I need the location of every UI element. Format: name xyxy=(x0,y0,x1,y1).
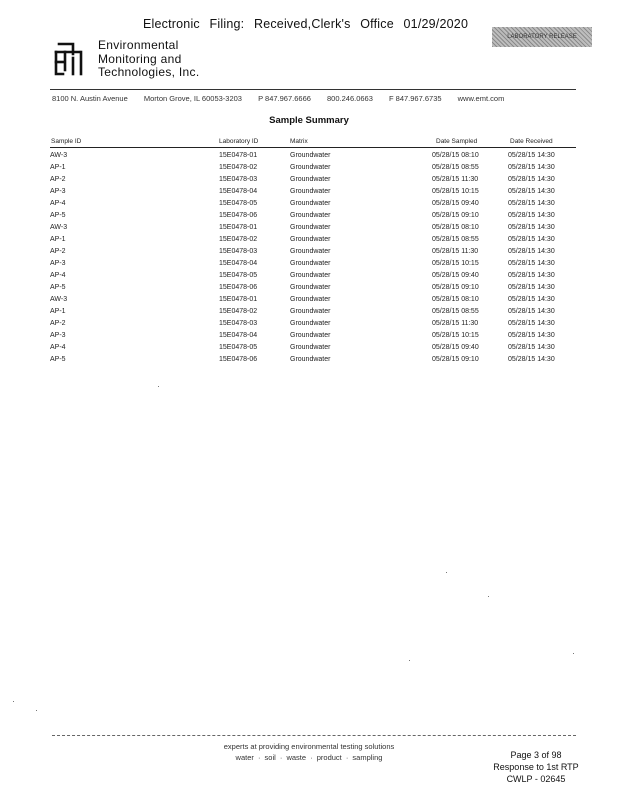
laboratory-id-cell: 15E0478-06 xyxy=(219,212,258,219)
date-received-cell: 05/28/15 14:30 xyxy=(508,176,555,183)
table-row xyxy=(50,330,576,342)
date-received-cell: 05/28/15 14:30 xyxy=(508,200,555,207)
sample-id-cell: AW-3 xyxy=(50,224,68,231)
laboratory-id-cell: 15E0478-04 xyxy=(219,332,258,339)
date-received-cell: 05/28/15 14:30 xyxy=(508,212,555,219)
sample-id-cell: AP-4 xyxy=(50,200,66,207)
laboratory-id-cell: 15E0478-04 xyxy=(219,188,258,195)
laboratory-id-cell: 15E0478-01 xyxy=(219,152,258,159)
date-sampled-cell: 05/28/15 10:15 xyxy=(432,332,479,339)
table-row xyxy=(50,210,576,222)
emt-logo-icon xyxy=(51,40,87,78)
sample-id-cell: AW-3 xyxy=(50,152,68,159)
table-row xyxy=(50,174,576,186)
date-received-cell: 05/28/15 14:30 xyxy=(508,332,555,339)
matrix-cell: Groundwater xyxy=(290,224,331,231)
date-sampled-cell: 05/28/15 10:15 xyxy=(432,260,479,267)
company-city: Morton Grove, IL 60053-3203 xyxy=(143,94,242,103)
sample-id-cell: AP-3 xyxy=(50,188,66,195)
table-row xyxy=(50,162,576,174)
laboratory-id-cell: 15E0478-01 xyxy=(219,224,258,231)
column-header-sample-id: Sample ID xyxy=(51,138,82,145)
sample-id-cell: AP-1 xyxy=(50,308,66,315)
laboratory-id-cell: 15E0478-03 xyxy=(219,320,258,327)
sample-summary-table xyxy=(50,150,576,366)
sample-id-cell: AP-3 xyxy=(50,260,66,267)
date-received-cell: 05/28/15 14:30 xyxy=(508,188,555,195)
sample-id-cell: AP-2 xyxy=(50,248,66,255)
laboratory-id-cell: 15E0478-04 xyxy=(219,260,258,267)
date-sampled-cell: 05/28/15 08:55 xyxy=(432,308,479,315)
date-sampled-cell: 05/28/15 11:30 xyxy=(432,320,479,327)
table-row xyxy=(50,306,576,318)
company-name-line1: Environmental xyxy=(98,38,179,52)
table-row xyxy=(50,294,576,306)
laboratory-id-cell: 15E0478-05 xyxy=(219,272,258,279)
sample-id-cell: AP-3 xyxy=(50,332,66,339)
matrix-cell: Groundwater xyxy=(290,200,331,207)
date-received-cell: 05/28/15 14:30 xyxy=(508,308,555,315)
date-sampled-cell: 05/28/15 11:30 xyxy=(432,248,479,255)
company-tollfree: 800.246.0663 xyxy=(327,94,373,103)
sample-id-cell: AP-5 xyxy=(50,356,66,363)
sample-id-cell: AP-2 xyxy=(50,320,66,327)
filing-stamp: Electronic Filing: Received,Clerk's Office 01/29/2020 xyxy=(143,17,469,31)
table-row xyxy=(50,282,576,294)
sample-id-cell: AP-5 xyxy=(50,284,66,291)
sample-id-cell: AP-4 xyxy=(50,272,66,279)
date-sampled-cell: 05/28/15 10:15 xyxy=(432,188,479,195)
company-address: 8100 N. Austin Avenue xyxy=(52,94,128,103)
date-received-cell: 05/28/15 14:30 xyxy=(508,248,555,255)
date-sampled-cell: 05/28/15 09:40 xyxy=(432,200,479,207)
scan-speck xyxy=(573,653,574,654)
company-name-line2: Monitoring and xyxy=(98,51,182,66)
matrix-cell: Groundwater xyxy=(290,164,331,171)
date-sampled-cell: 05/28/15 08:10 xyxy=(432,152,479,159)
company-name xyxy=(98,39,199,80)
date-sampled-cell: 05/28/15 09:10 xyxy=(432,356,479,363)
laboratory-id-cell: 15E0478-02 xyxy=(219,164,258,171)
table-row xyxy=(50,342,576,354)
column-header-matrix: Matrix xyxy=(290,138,308,145)
matrix-cell: Groundwater xyxy=(290,152,331,159)
date-sampled-cell: 05/28/15 08:10 xyxy=(432,224,479,231)
matrix-cell: Groundwater xyxy=(290,248,331,255)
page-title: Sample Summary xyxy=(269,115,349,126)
laboratory-id-cell: 15E0478-05 xyxy=(219,344,258,351)
sample-id-cell: AW-3 xyxy=(50,296,68,303)
scan-speck xyxy=(13,701,14,702)
laboratory-id-cell: 15E0478-03 xyxy=(219,176,258,183)
laboratory-id-cell: 15E0478-05 xyxy=(219,200,258,207)
date-received-cell: 05/28/15 14:30 xyxy=(508,320,555,327)
sample-id-cell: AP-1 xyxy=(50,164,66,171)
page-number: Page 3 of 98 xyxy=(510,750,562,760)
company-website: www.emt.com xyxy=(457,94,505,103)
sample-id-cell: AP-1 xyxy=(50,236,66,243)
date-received-cell: 05/28/15 14:30 xyxy=(508,296,555,303)
footer-divider xyxy=(52,735,576,736)
date-sampled-cell: 05/28/15 09:40 xyxy=(432,272,479,279)
date-received-cell: 05/28/15 14:30 xyxy=(508,152,555,159)
table-row xyxy=(50,270,576,282)
date-received-cell: 05/28/15 14:30 xyxy=(508,236,555,243)
matrix-cell: Groundwater xyxy=(290,296,331,303)
matrix-cell: Groundwater xyxy=(290,188,331,195)
laboratory-stamp-text: LABORATORY RELEASE xyxy=(507,34,577,40)
scan-speck xyxy=(158,386,159,387)
date-sampled-cell: 05/28/15 08:55 xyxy=(432,236,479,243)
table-row xyxy=(50,186,576,198)
scan-speck xyxy=(409,660,410,661)
footer-tagline-line1: experts at providing environmental testing solutions xyxy=(223,742,395,751)
header-divider xyxy=(50,89,576,90)
laboratory-id-cell: 15E0478-06 xyxy=(219,356,258,363)
matrix-cell: Groundwater xyxy=(290,260,331,267)
date-received-cell: 05/28/15 14:30 xyxy=(508,260,555,267)
table-row xyxy=(50,354,576,366)
company-phone: P 847.967.6666 xyxy=(258,94,311,103)
company-contact-line xyxy=(52,94,504,103)
date-sampled-cell: 05/28/15 11:30 xyxy=(432,176,479,183)
date-received-cell: 05/28/15 14:30 xyxy=(508,284,555,291)
laboratory-id-cell: 15E0478-02 xyxy=(219,308,258,315)
scan-speck xyxy=(446,572,447,573)
table-row xyxy=(50,198,576,210)
matrix-cell: Groundwater xyxy=(290,212,331,219)
date-sampled-cell: 05/28/15 09:10 xyxy=(432,212,479,219)
laboratory-id-cell: 15E0478-02 xyxy=(219,236,258,243)
matrix-cell: Groundwater xyxy=(290,332,331,339)
scan-speck xyxy=(488,596,489,597)
table-header-rule xyxy=(50,147,576,148)
matrix-cell: Groundwater xyxy=(290,308,331,315)
page-info xyxy=(486,749,586,785)
laboratory-stamp xyxy=(492,27,592,47)
company-fax: F 847.967.6735 xyxy=(389,94,442,103)
laboratory-id-cell: 15E0478-03 xyxy=(219,248,258,255)
date-received-cell: 05/28/15 14:30 xyxy=(508,272,555,279)
laboratory-id-cell: 15E0478-06 xyxy=(219,284,258,291)
date-received-cell: 05/28/15 14:30 xyxy=(508,356,555,363)
scan-speck xyxy=(36,710,37,711)
bates-number: CWLP - 02645 xyxy=(506,774,566,784)
table-row xyxy=(50,234,576,246)
table-row xyxy=(50,222,576,234)
matrix-cell: Groundwater xyxy=(290,356,331,363)
matrix-cell: Groundwater xyxy=(290,320,331,327)
matrix-cell: Groundwater xyxy=(290,236,331,243)
matrix-cell: Groundwater xyxy=(290,176,331,183)
table-row xyxy=(50,150,576,162)
matrix-cell: Groundwater xyxy=(290,344,331,351)
date-sampled-cell: 05/28/15 08:55 xyxy=(432,164,479,171)
date-received-cell: 05/28/15 14:30 xyxy=(508,344,555,351)
table-row xyxy=(50,318,576,330)
sample-id-cell: AP-2 xyxy=(50,176,66,183)
date-received-cell: 05/28/15 14:30 xyxy=(508,164,555,171)
company-name-line3: Technologies, Inc. xyxy=(98,65,200,79)
sample-id-cell: AP-4 xyxy=(50,344,66,351)
footer-tagline-line2: water · soil · waste · product · sampling xyxy=(235,753,383,762)
laboratory-id-cell: 15E0478-01 xyxy=(219,296,258,303)
date-received-cell: 05/28/15 14:30 xyxy=(508,224,555,231)
column-header-date-sampled: Date Sampled xyxy=(436,138,478,145)
table-row xyxy=(50,258,576,270)
column-header-date-received: Date Received xyxy=(510,138,553,145)
date-sampled-cell: 05/28/15 08:10 xyxy=(432,296,479,303)
sample-id-cell: AP-5 xyxy=(50,212,66,219)
table-row xyxy=(50,246,576,258)
matrix-cell: Groundwater xyxy=(290,272,331,279)
column-header-laboratory-id: Laboratory ID xyxy=(219,138,259,145)
matrix-cell: Groundwater xyxy=(290,284,331,291)
response-label: Response to 1st RTP xyxy=(493,762,579,772)
date-sampled-cell: 05/28/15 09:40 xyxy=(432,344,479,351)
date-sampled-cell: 05/28/15 09:10 xyxy=(432,284,479,291)
